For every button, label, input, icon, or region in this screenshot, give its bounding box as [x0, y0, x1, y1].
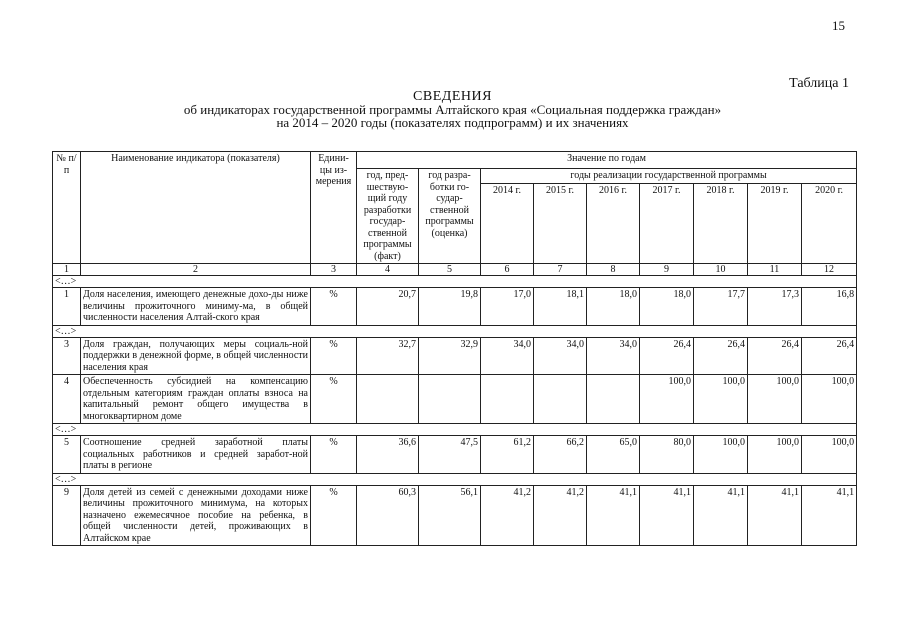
indicator-unit: % [311, 485, 357, 546]
indicator-name: Доля детей из семей с денежными доходами ниже величины прожиточного минимума, на которых назначено ежемесячное пособие на ребенка, в общей численности детей, проживающих в Алтайском крае [81, 485, 311, 546]
header-year: 2015 г. [534, 184, 587, 264]
indicator-unit: % [311, 337, 357, 375]
column-number: 11 [748, 264, 802, 276]
table-row [53, 288, 857, 326]
gap-row [53, 424, 857, 436]
column-number: 5 [419, 264, 481, 276]
indicator-unit: % [311, 375, 357, 424]
indicator-value [419, 375, 481, 424]
indicator-value: 100,0 [802, 436, 857, 474]
header-year: 2019 г. [748, 184, 802, 264]
table-row [53, 436, 857, 474]
header-year: 2017 г. [640, 184, 694, 264]
column-number: 3 [311, 264, 357, 276]
indicator-value [587, 375, 640, 424]
indicator-value: 100,0 [802, 375, 857, 424]
heading-line-2: об индикаторах государственной программы Алтайского края «Социальная поддержка граждан» [183, 102, 722, 117]
table-row [53, 337, 857, 375]
gap-marker: <…> [53, 424, 857, 436]
indicator-value: 32,7 [357, 337, 419, 375]
table-label: Таблица 1 [789, 76, 849, 91]
indicator-value: 100,0 [748, 375, 802, 424]
indicator-unit: % [311, 288, 357, 326]
indicator-value: 41,1 [694, 485, 748, 546]
table-row [53, 375, 857, 424]
gap-marker: <…> [53, 473, 857, 485]
gap-row [53, 473, 857, 485]
column-number: 10 [694, 264, 748, 276]
header-dev-year: год разра-ботки го-судар-ственной программы (оценка) [419, 169, 481, 264]
indicator-value: 100,0 [694, 436, 748, 474]
indicator-value: 26,4 [640, 337, 694, 375]
column-number: 8 [587, 264, 640, 276]
gap-row [53, 276, 857, 288]
indicator-value: 17,7 [694, 288, 748, 326]
indicator-name: Обеспеченность субсидией на компенсацию отдельным категориям граждан оплаты взноса на капитальный ремонт общего имущества в многоквартирном доме [81, 375, 311, 424]
header-year: 2020 г. [802, 184, 857, 264]
indicator-value: 56,1 [419, 485, 481, 546]
indicator-value: 66,2 [534, 436, 587, 474]
header-name: Наименование индикатора (показателя) [81, 152, 311, 264]
indicators-table [52, 151, 857, 546]
indicator-value: 41,2 [481, 485, 534, 546]
indicator-value: 47,5 [419, 436, 481, 474]
indicator-value: 32,9 [419, 337, 481, 375]
heading-line-3: на 2014 – 2020 годы (показателях подпрограмм) и их значениях [276, 115, 629, 130]
column-number: 7 [534, 264, 587, 276]
indicator-value: 41,1 [802, 485, 857, 546]
gap-marker: <…> [53, 325, 857, 337]
indicator-value: 80,0 [640, 436, 694, 474]
indicator-value: 20,7 [357, 288, 419, 326]
indicator-value: 41,1 [587, 485, 640, 546]
header-year: 2016 г. [587, 184, 640, 264]
indicator-value: 17,3 [748, 288, 802, 326]
indicator-value: 61,2 [481, 436, 534, 474]
column-number: 1 [53, 264, 81, 276]
indicator-value: 41,1 [640, 485, 694, 546]
indicator-name: Соотношение средней заработной платы социальных работников и средней заработ-ной платы в регионе [81, 436, 311, 474]
indicator-value: 26,4 [748, 337, 802, 375]
indicator-value: 100,0 [640, 375, 694, 424]
header-unit: Едини-цы из-мерения [311, 152, 357, 264]
indicator-value: 26,4 [802, 337, 857, 375]
indicator-value: 19,8 [419, 288, 481, 326]
indicator-value: 17,0 [481, 288, 534, 326]
heading-title: СВЕДЕНИЯ [413, 89, 492, 104]
indicator-value: 60,3 [357, 485, 419, 546]
header-values-by-years: Значение по годам [357, 152, 857, 169]
indicator-value: 100,0 [748, 436, 802, 474]
indicator-unit: % [311, 436, 357, 474]
indicator-value: 26,4 [694, 337, 748, 375]
gap-row [53, 325, 857, 337]
column-number: 6 [481, 264, 534, 276]
row-number: 3 [53, 337, 81, 375]
page-number: 15 [832, 18, 845, 33]
header-year: 2018 г. [694, 184, 748, 264]
indicator-name: Доля граждан, получающих меры социаль-ной поддержки в денежной форме, в общей численности населения края [81, 337, 311, 375]
row-number: 4 [53, 375, 81, 424]
indicator-value: 34,0 [534, 337, 587, 375]
indicator-value: 41,2 [534, 485, 587, 546]
indicator-name: Доля населения, имеющего денежные дохо-ды ниже величины прожиточного миниму-ма, в общей численности населения Алтай-ского края [81, 288, 311, 326]
header-prev-year: год, пред-шествую-щий году разработки государ-ственной программы (факт) [357, 169, 419, 264]
indicator-value [481, 375, 534, 424]
column-number: 9 [640, 264, 694, 276]
row-number: 5 [53, 436, 81, 474]
column-number: 2 [81, 264, 311, 276]
table-row [53, 485, 857, 546]
column-number: 12 [802, 264, 857, 276]
indicator-value: 41,1 [748, 485, 802, 546]
row-number: 1 [53, 288, 81, 326]
indicator-value: 65,0 [587, 436, 640, 474]
column-number: 4 [357, 264, 419, 276]
indicator-value: 34,0 [481, 337, 534, 375]
header-num: № п/п [53, 152, 81, 264]
header-years-of-program: годы реализации государственной программы [481, 169, 857, 184]
indicator-value: 100,0 [694, 375, 748, 424]
document-heading [0, 90, 905, 129]
gap-marker: <…> [53, 276, 857, 288]
indicator-value [534, 375, 587, 424]
indicator-value: 34,0 [587, 337, 640, 375]
indicator-value: 18,1 [534, 288, 587, 326]
indicator-value: 18,0 [640, 288, 694, 326]
indicator-value: 16,8 [802, 288, 857, 326]
indicator-value: 36,6 [357, 436, 419, 474]
indicator-value: 18,0 [587, 288, 640, 326]
header-year: 2014 г. [481, 184, 534, 264]
row-number: 9 [53, 485, 81, 546]
indicator-value [357, 375, 419, 424]
